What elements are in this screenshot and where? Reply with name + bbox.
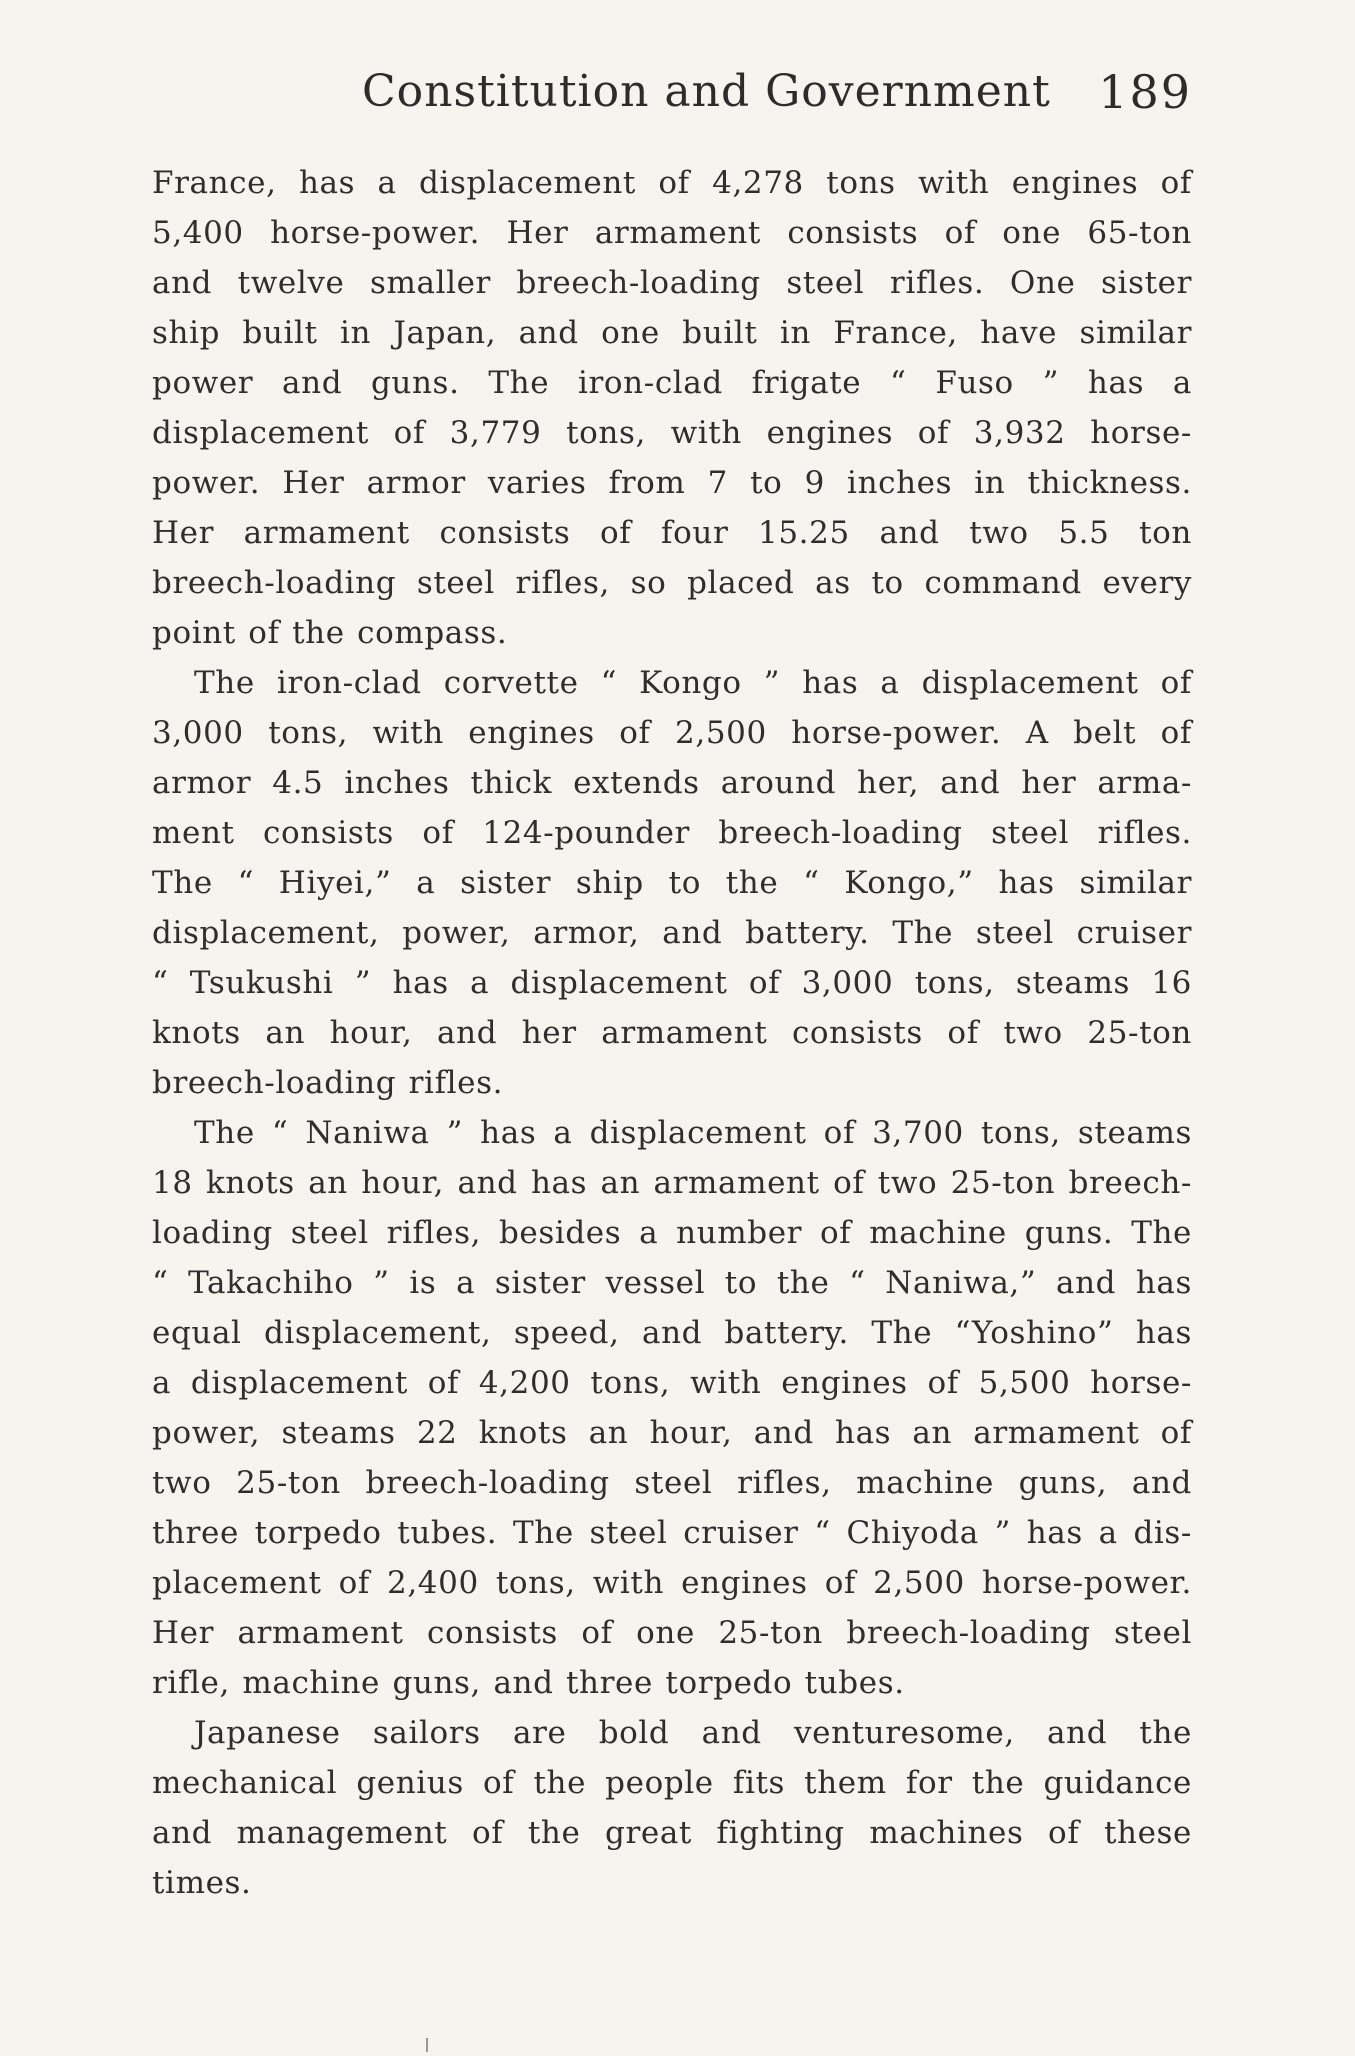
paragraph-4 [152, 1708, 1192, 1908]
text-line: The iron-clad corvette “ Kongo ” has a displacement of [194, 665, 1192, 701]
text-line: three torpedo tubes. The steel cruiser “ Chiyoda ” has a dis- [152, 1515, 1192, 1551]
text-line: Her armament consists of one 25-ton breech-loading steel [152, 1615, 1192, 1651]
text-line: armor 4.5 inches thick extends around her, and her arma- [152, 765, 1192, 801]
paragraph-3 [152, 1108, 1192, 1708]
text-line: The “ Naniwa ” has a displacement of 3,700 tons, steams [194, 1115, 1192, 1151]
text-line: breech-loading rifles. [152, 1065, 504, 1101]
text-line: times. [152, 1865, 252, 1901]
text-line: “ Tsukushi ” has a displacement of 3,000 tons, steams 16 [152, 965, 1192, 1001]
text-line: power and guns. The iron-clad frigate “ Fuso ” has a [152, 365, 1192, 401]
text-line: The “ Hiyei,” a sister ship to the “ Kongo,” has similar [152, 865, 1192, 901]
text-line: 18 knots an hour, and has an armament of two 25-ton breech- [152, 1165, 1192, 1201]
text-line: placement of 2,400 tons, with engines of 2,500 horse-power. [152, 1565, 1192, 1601]
scan-speck-mark [426, 2038, 428, 2052]
text-line: Japanese sailors are bold and venturesome, and the [194, 1715, 1192, 1751]
text-line: breech-loading steel rifles, so placed as to command every [152, 565, 1192, 601]
text-line: power, steams 22 knots an hour, and has an armament of [152, 1415, 1192, 1451]
text-line: ship built in Japan, and one built in France, have similar [152, 315, 1192, 351]
text-line: and management of the great fighting machines of these [152, 1815, 1192, 1851]
text-line: power. Her armor varies from 7 to 9 inches in thickness. [152, 465, 1192, 501]
text-line: and twelve smaller breech-loading steel rifles. One sister [152, 265, 1192, 301]
text-line: France, has a displacement of 4,278 tons with engines of [152, 165, 1192, 201]
text-line: loading steel rifles, besides a number of machine guns. The [152, 1215, 1192, 1251]
text-line: mechanical genius of the people fits them for the guidance [152, 1765, 1192, 1801]
text-line: two 25-ton breech-loading steel rifles, machine guns, and [152, 1465, 1192, 1501]
body-text [152, 158, 1192, 1908]
text-line: ment consists of 124-pounder breech-loading steel rifles. [152, 815, 1192, 851]
text-line: rifle, machine guns, and three torpedo tubes. [152, 1665, 905, 1701]
text-line: “ Takachiho ” is a sister vessel to the “ Naniwa,” and has [152, 1265, 1192, 1301]
paragraph-2 [152, 658, 1192, 1108]
text-line: 3,000 tons, with engines of 2,500 horse-power. A belt of [152, 715, 1192, 751]
text-line: Her armament consists of four 15.25 and two 5.5 ton [152, 515, 1192, 551]
text-line: equal displacement, speed, and battery. The “Yoshino” has [152, 1315, 1192, 1351]
text-line: 5,400 horse-power. Her armament consists of one 65-ton [152, 215, 1192, 251]
paragraph-1 [152, 158, 1192, 658]
page-number: 189 [1098, 65, 1192, 119]
text-line: knots an hour, and her armament consists of two 25-ton [152, 1015, 1192, 1051]
text-line: a displacement of 4,200 tons, with engines of 5,500 horse- [152, 1365, 1192, 1401]
text-line: point of the compass. [152, 615, 508, 651]
running-title: Constitution and Government [362, 66, 1051, 117]
text-line: displacement, power, armor, and battery. The steel cruiser [152, 915, 1192, 951]
text-line: displacement of 3,779 tons, with engines of 3,932 horse- [152, 415, 1192, 451]
running-head [152, 62, 1192, 132]
